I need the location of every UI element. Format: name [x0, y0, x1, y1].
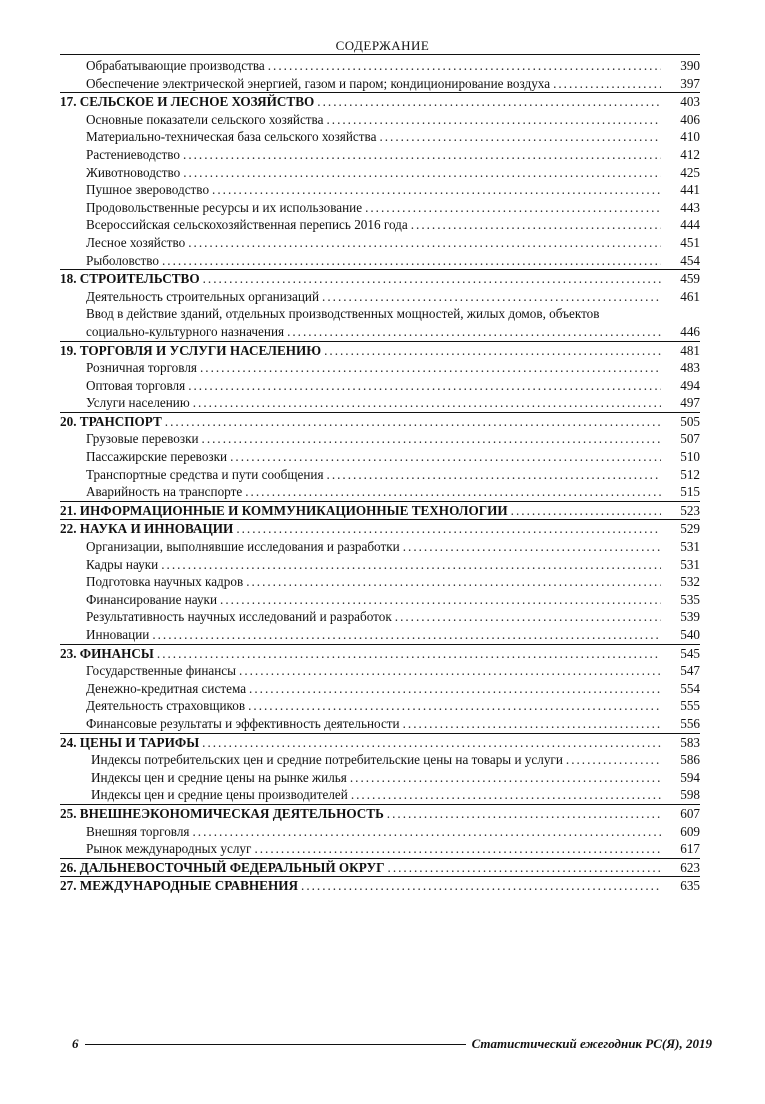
section-title: социально-культурного назначения: [86, 323, 285, 339]
section-title: Государственные финансы: [86, 663, 237, 679]
toc-chapter-entry: [60, 501, 700, 520]
toc-section-entry: [60, 199, 700, 217]
dot-leader: [188, 377, 661, 395]
dot-leader: [411, 216, 661, 234]
dot-leader: [193, 394, 661, 412]
toc-section-entry: [60, 680, 700, 698]
page-ref: 512: [680, 466, 700, 482]
section-title: Пушное звероводство: [86, 182, 210, 198]
page-ref: 459: [680, 271, 700, 287]
section-title: Внешняя торговля: [86, 823, 190, 839]
dot-leader: [203, 270, 661, 288]
dot-leader: [245, 483, 661, 501]
toc-section-entry: [60, 146, 700, 164]
toc-chapter-entry: [60, 341, 700, 360]
toc-chapter-entry: [60, 804, 700, 823]
table-of-contents: [60, 57, 700, 895]
toc-section-entry: [60, 288, 700, 306]
toc-section-entry: [60, 840, 700, 858]
page-ref: 583: [680, 734, 700, 750]
dot-leader: [236, 520, 661, 538]
page-ref: 594: [680, 769, 700, 785]
dot-leader: [403, 715, 661, 733]
section-title: Продовольственные ресурсы и их использование: [86, 199, 363, 215]
dot-leader: [202, 430, 661, 448]
page-ref: 425: [680, 164, 700, 180]
page-ref: 507: [680, 431, 700, 447]
section-title: Финансирование науки: [86, 591, 218, 607]
page-ref: 406: [680, 111, 700, 127]
page-ref: 556: [680, 715, 700, 731]
chapter-title: 20. ТРАНСПОРТ: [60, 413, 162, 429]
section-title: Оптовая торговля: [86, 377, 186, 393]
section-title: Индексы цен и средние цены на рынке жилья: [91, 769, 347, 785]
toc-chapter-entry: [60, 876, 700, 895]
section-title: Основные показатели сельского хозяйства: [86, 111, 324, 127]
toc-chapter-entry: [60, 858, 700, 877]
toc-section-entry: [60, 128, 700, 146]
page-ref: 410: [680, 129, 700, 145]
toc-section-entry: [60, 626, 700, 644]
page-ref: 483: [680, 360, 700, 376]
dot-leader: [403, 538, 661, 556]
chapter-title: 18. СТРОИТЕЛЬСТВО: [60, 271, 200, 287]
toc-section-entry: [60, 75, 700, 93]
dot-leader: [287, 323, 661, 341]
toc-section-entry: [60, 697, 700, 715]
page-ref: 609: [680, 823, 700, 839]
section-title: Животноводство: [86, 164, 181, 180]
dot-leader: [212, 181, 661, 199]
section-title: Лесное хозяйство: [86, 234, 186, 250]
toc-section-entry: [60, 538, 700, 556]
page-ref: 444: [680, 217, 700, 233]
toc-section-entry: [60, 181, 700, 199]
toc-section-entry: [60, 823, 700, 841]
chapter-title: 19. ТОРГОВЛЯ И УСЛУГИ НАСЕЛЕНИЮ: [60, 342, 322, 358]
page-ref: 529: [680, 521, 700, 537]
section-title: Пассажирские перевозки: [86, 449, 228, 465]
dot-leader: [327, 466, 661, 484]
chapter-title: 27. МЕЖДУНАРОДНЫЕ СРАВНЕНИЯ: [60, 878, 299, 894]
toc-section-entry: [60, 483, 700, 501]
toc-section-entry: [60, 359, 700, 377]
dot-leader: [188, 234, 661, 252]
dot-leader: [249, 680, 661, 698]
page-ref: 523: [680, 502, 700, 518]
dot-leader: [388, 859, 661, 877]
toc-section-entry: [60, 466, 700, 484]
page-ref: 539: [680, 609, 700, 625]
toc-chapter-entry: [60, 92, 700, 111]
toc-section-entry: [60, 751, 700, 769]
section-title: Обрабатывающие производства: [86, 58, 265, 73]
page-ref: 555: [680, 698, 700, 714]
dot-leader: [183, 146, 661, 164]
toc-section-entry: [60, 662, 700, 680]
page-ref: 515: [680, 484, 700, 500]
toc-section-entry: [60, 591, 700, 609]
toc-section-entry: [60, 57, 700, 75]
page-ref: 390: [680, 58, 700, 73]
page-header: [0, 38, 765, 54]
dot-leader: [246, 573, 661, 591]
section-title: Грузовые перевозки: [86, 431, 199, 447]
section-title: Услуги населению: [86, 395, 190, 411]
dot-leader: [351, 786, 661, 804]
dot-leader: [152, 626, 661, 644]
page-ref: 547: [680, 663, 700, 679]
page-ref: 441: [680, 182, 700, 198]
dot-leader: [301, 877, 661, 895]
page-ref: 454: [680, 252, 700, 268]
page-ref: 461: [680, 288, 700, 304]
page-ref: 443: [680, 199, 700, 215]
dot-leader: [511, 502, 661, 520]
section-title: Растениеводство: [86, 146, 181, 162]
dot-leader: [161, 556, 661, 574]
section-title: Всероссийская сельскохозяйственная перепись 2016 года: [86, 217, 408, 233]
dot-leader: [239, 662, 661, 680]
dot-leader: [324, 342, 661, 360]
toc-chapter-entry: [60, 412, 700, 431]
dot-leader: [379, 128, 661, 146]
toc-chapter-entry: [60, 733, 700, 752]
toc-section-entry: [60, 786, 700, 804]
section-title: Индексы цен и средние цены производителей: [91, 787, 348, 803]
toc-section-entry: [60, 111, 700, 129]
page-ref: 586: [680, 752, 700, 768]
chapter-title: 17. СЕЛЬСКОЕ И ЛЕСНОЕ ХОЗЯЙСТВО: [60, 94, 315, 110]
chapter-title: 24. ЦЕНЫ И ТАРИФЫ: [60, 734, 200, 750]
toc-section-entry: [60, 377, 700, 395]
toc-section-entry: [60, 448, 700, 466]
chapter-title: 22. НАУКА И ИННОВАЦИИ: [60, 521, 234, 537]
dot-leader: [183, 164, 661, 182]
dot-leader: [248, 697, 661, 715]
chapter-title: 26. ДАЛЬНЕВОСТОЧНЫЙ ФЕДЕРАЛЬНЫЙ ОКРУГ: [60, 859, 385, 875]
page-ref: 598: [680, 787, 700, 803]
toc-section-entry: [60, 394, 700, 412]
section-title: Обеспечение электрической энергией, газом и паром; кондиционирование воздуха: [86, 75, 551, 91]
section-title: Кадры науки: [86, 556, 159, 572]
page-ref: 497: [680, 395, 700, 411]
section-title: Инновации: [86, 627, 150, 642]
toc-section-entry: [60, 573, 700, 591]
dot-leader: [322, 288, 661, 306]
dot-leader: [230, 448, 661, 466]
page-ref: 531: [680, 539, 700, 555]
header-divider: [60, 54, 700, 55]
section-title: Денежно-кредитная система: [86, 680, 247, 696]
chapter-title: 21. ИНФОРМАЦИОННЫЕ И КОММУНИКАЦИОННЫЕ ТЕХНОЛОГИИ: [60, 502, 508, 518]
toc-chapter-entry: [60, 644, 700, 663]
section-title: Подготовка научных кадров: [86, 574, 244, 590]
dot-leader: [553, 75, 661, 93]
page-ref: 554: [680, 680, 700, 696]
page-ref: 505: [680, 413, 700, 429]
page-ref: 412: [680, 146, 700, 162]
page-ref: 397: [680, 75, 700, 91]
page-ref: 623: [680, 859, 700, 875]
toc-chapter-entry: [60, 269, 700, 288]
page-number: 6: [72, 1036, 79, 1051]
page-ref: 510: [680, 449, 700, 465]
page-footer: [72, 1036, 712, 1052]
page-ref: 494: [680, 377, 700, 393]
dot-leader: [162, 252, 661, 270]
page-ref: 531: [680, 556, 700, 572]
dot-leader: [566, 751, 661, 769]
chapter-title: 23. ФИНАНСЫ: [60, 645, 154, 661]
section-title: Организации, выполнявшие исследования и разработки: [86, 539, 400, 555]
section-title: Рынок международных услуг: [86, 841, 252, 857]
dot-leader: [254, 840, 661, 858]
dot-leader: [165, 413, 661, 431]
toc-section-entry: [60, 608, 700, 626]
dot-leader: [193, 823, 662, 841]
toc-section-entry: [60, 164, 700, 182]
section-title: Материально-техническая база сельского хозяйства: [86, 129, 377, 145]
dot-leader: [157, 645, 661, 663]
page-ref: 617: [680, 841, 700, 857]
page-ref: 532: [680, 574, 700, 590]
dot-leader: [200, 359, 661, 377]
page-ref: 451: [680, 234, 700, 250]
section-title: Рыболовство: [86, 252, 159, 268]
dot-leader: [326, 111, 661, 129]
page-ref: 535: [680, 591, 700, 607]
page-ref: 481: [680, 342, 700, 358]
toc-section-entry: [60, 556, 700, 574]
section-title: Результативность научных исследований и разработок: [86, 609, 392, 625]
section-title: Индексы потребительских цен и средние потребительские цены на товары и услуги: [91, 752, 563, 768]
chapter-title: 25. ВНЕШНЕЭКОНОМИЧЕСКАЯ ДЕЯТЕЛЬНОСТЬ: [60, 805, 384, 821]
dot-leader: [268, 57, 661, 75]
toc-section-entry: [60, 252, 700, 270]
dot-leader: [220, 591, 661, 609]
toc-entry-line: Ввод в действие зданий, отдельных производственных мощностей, жилых домов, объектов: [86, 306, 600, 322]
page-ref: 545: [680, 645, 700, 661]
page-ref: 540: [680, 627, 700, 642]
section-title: Финансовые результаты и эффективность деятельности: [86, 715, 400, 731]
toc-section-entry: [60, 430, 700, 448]
toc-section-entry: [60, 323, 700, 341]
toc-section-entry: [60, 769, 700, 787]
toc-section-entry: [60, 234, 700, 252]
footer-divider: [85, 1044, 466, 1045]
toc-section-entry: [60, 216, 700, 234]
toc-section-entry: [60, 715, 700, 733]
dot-leader: [350, 769, 661, 787]
dot-leader: [202, 734, 661, 752]
page-ref: 635: [680, 878, 700, 894]
section-title: Деятельность строительных организаций: [86, 288, 320, 304]
section-title: Деятельность страховщиков: [86, 698, 246, 714]
publication-title: Статистический ежегодник РС(Я), 2019: [471, 1036, 712, 1051]
section-title: Розничная торговля: [86, 360, 197, 376]
page-ref: 446: [680, 323, 700, 339]
dot-leader: [317, 93, 661, 111]
dot-leader: [387, 805, 661, 823]
dot-leader: [395, 608, 661, 626]
section-title: Транспортные средства и пути сообщения: [86, 466, 324, 482]
toc-chapter-entry: [60, 519, 700, 538]
dot-leader: [365, 199, 661, 217]
section-title: Аварийность на транспорте: [86, 484, 243, 500]
page-ref: 403: [680, 94, 700, 110]
contents-heading: СОДЕРЖАНИЕ: [335, 38, 430, 53]
page-ref: 607: [680, 805, 700, 821]
